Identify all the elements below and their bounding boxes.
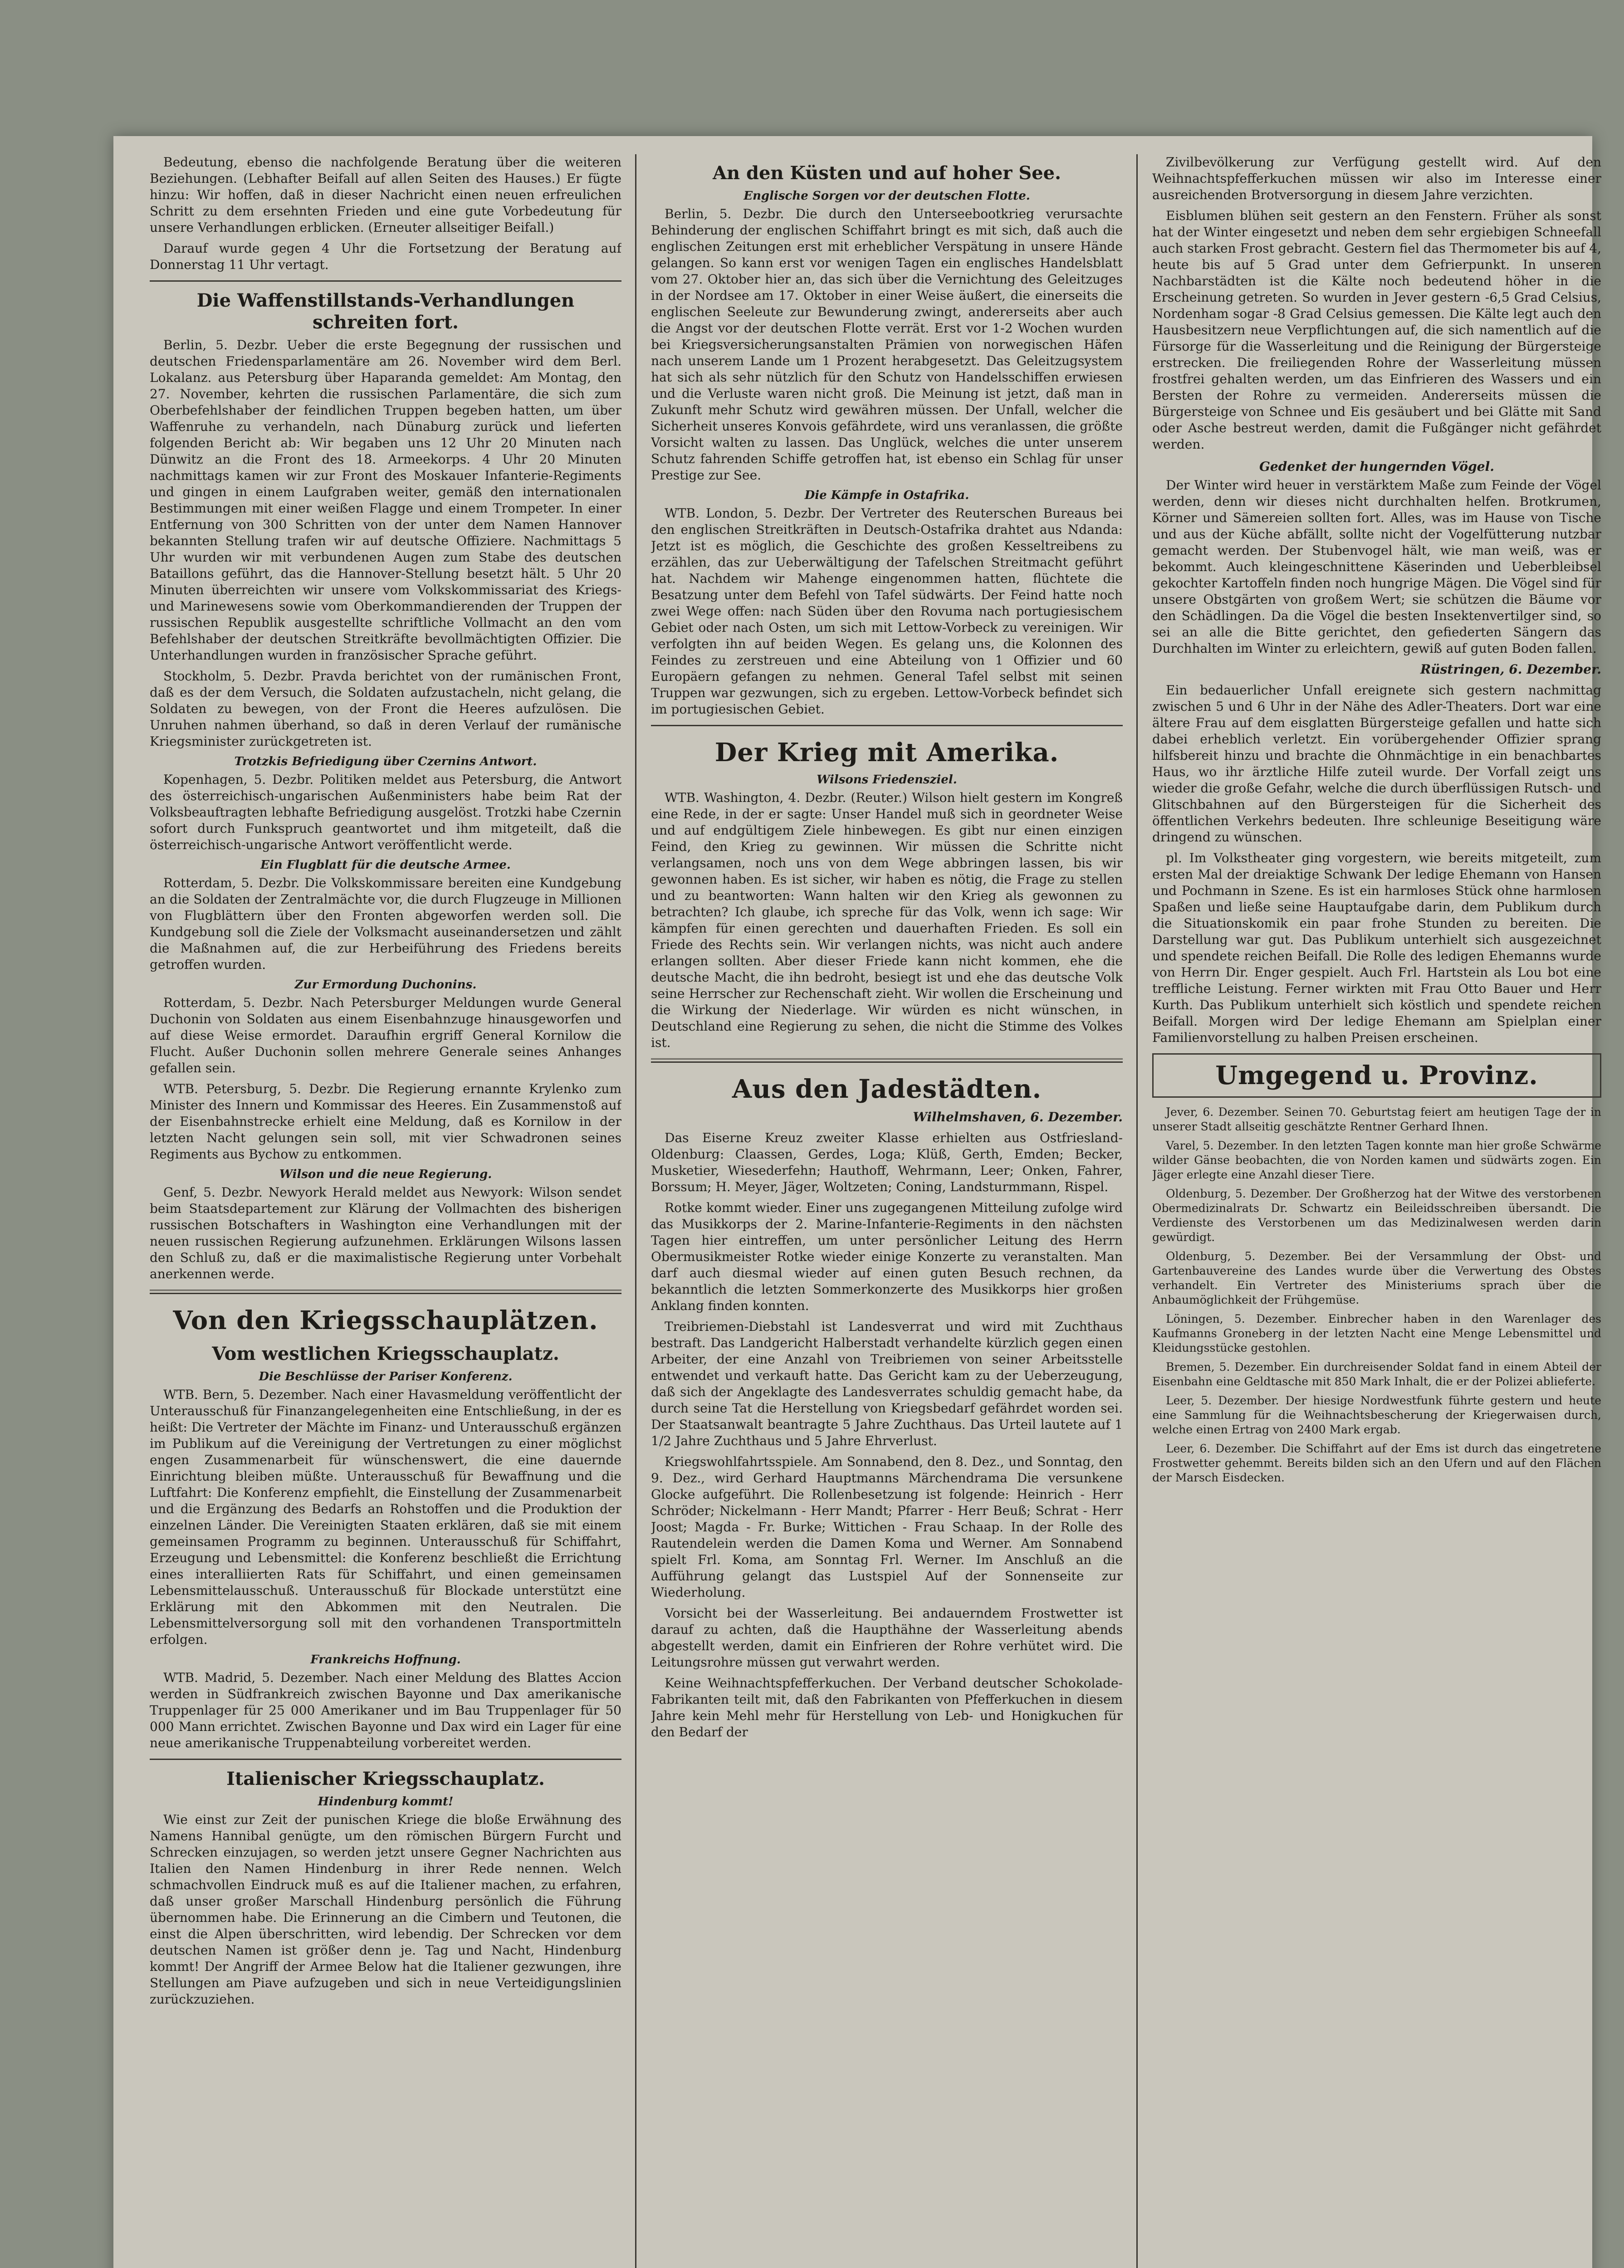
article-paragraph: Leer, 5. Dezember. Der hiesige Nordwestfunk führte gestern und heute eine Sammlung für die Weihnachtsbescherung der Kriegerwaisen durch, welche einen Ertrag von 2400 Mark ergab. bbox=[1152, 1394, 1601, 1436]
subheadline: Frankreichs Hoffnung. bbox=[310, 1653, 461, 1667]
headline: Italienischer Kriegsschauplatz. bbox=[226, 1768, 545, 1789]
article-paragraph: Der Winter wird heuer in verstärktem Maße zum Feinde der Vögel werden, denn wir dieses nicht durchhalten helfen. Brotkrumen, Körner und Sämereien sollten fort. Alles, was im Hause von Tische und aus der Küche abfällt, sollte nicht der Vogelfütterung nutzbar gemacht werden. Der Stubenvogel hält, wie man weiß, was er bekommt. Auch kleingeschnittene Käserinden und Ueberbleibsel gekochter Kartoffeln finden noch hungrige Mägen. Die Vögel sind für unsere Obstgärten von großem Wert; sie schützen die Bäume vor den Schädlingen. Da die Vögel die besten Insektenvertilger sind, so sei an alle die Bitte gerichtet, den gefiederten Sängern das Durchhalten im Winter zu erleichtern, gewiß auf guten Boden fallen. bbox=[1152, 478, 1601, 656]
subheadline: Die Beschlüsse der Pariser Konferenz. bbox=[259, 1370, 513, 1383]
article-paragraph: Oldenburg, 5. Dezember. Bei der Versammlung der Obst- und Gartenbauvereine des Landes wurde über die Verwertung des Obstes verhandelt. Ein Vertreter des Ministeriums sprach über die Anbaumöglichkeit der Frühgemüse. bbox=[1152, 1250, 1601, 1306]
divider bbox=[651, 725, 1123, 726]
regional-news bbox=[1152, 1105, 1601, 1485]
article-paragraph: WTB. London, 5. Dezbr. Der Vertreter des Reuterschen Bureaus bei den englischen Streitkräften in Deutsch-Ostafrika drahtet aus Ndanda: Jetzt ist es möglich, die Geschichte des großen Kesseltreibens zu erzählen, das zur Ueberwältigung der Tafelschen Streitmacht geführt hat. Nachdem wir Mahenge eingenommen hatten, flüchtete die Besatzung unter dem Befehl von Tafel südwärts. Der Feind hatte noch zwei Wege offen: nach Süden über den Rovuma nach portugiesischem Gebiet oder nach Osten, um sich mit Lettow-Vorbeck zu vereinigen. Wir verfolgten ihn auf beiden Wegen. Es gelang uns, die Kolonnen des Feindes zu zerstreuen und eine Abteilung von 1 Offizier und 60 Europäern gefangen zu nehmen. General Tafel selbst mit seinen Truppen war gezwungen, sich zu ergeben. Lettow-Vorbeck befindet sich im portugiesischen Gebiet. bbox=[651, 506, 1123, 717]
article-paragraph: Löningen, 5. Dezember. Einbrecher haben in den Warenlager des Kaufmanns Groneberg in der letzten Nacht eine Menge Lebensmittel und Kleidungsstücke gestohlen. bbox=[1152, 1312, 1601, 1354]
column-rule bbox=[635, 154, 636, 2268]
headline: Vom westlichen Kriegsschauplatz. bbox=[212, 1343, 559, 1364]
subheadline: Trotzkis Befriedigung über Czernins Antwort. bbox=[234, 755, 537, 768]
article-paragraph: Varel, 5. Dezember. In den letzten Tagen konnte man hier große Schwärme wilder Gänse beobachten, die von Norden kamen und südwärts zogen. Ein Jäger erlegte eine Anzahl dieser Tiere. bbox=[1152, 1139, 1601, 1181]
divider bbox=[651, 1058, 1123, 1063]
article-paragraph: Vorsicht bei der Wasserleitung. Bei andauerndem Frostwetter ist darauf zu achten, daß die Haupthähne der Wasserleitung abends abgestellt werden, damit ein Einfrieren der Rohre verhütet wird. Die Leitungsrohre müssen gut verwahrt werden. bbox=[651, 1606, 1123, 1670]
divider bbox=[150, 1759, 621, 1760]
subheadline: Die Kämpfe in Ostafrika. bbox=[804, 489, 969, 502]
divider bbox=[150, 280, 621, 282]
section-box bbox=[1152, 1053, 1601, 1098]
article-paragraph: Bremen, 5. Dezember. Ein durchreisender Soldat fand in einem Abteil der Eisenbahn eine Geldtasche mit 850 Mark Inhalt, die er der Polizei ablieferte. bbox=[1152, 1360, 1601, 1388]
section-headline: Aus den Jadestädten. bbox=[732, 1074, 1042, 1104]
article-paragraph: WTB. Petersburg, 5. Dezbr. Die Regierung ernannte Krylenko zum Minister des Innern und Kommissar des Heeres. Ein Zusammenstoß auf der Eisenbahnstrecke erhielt eine Meldung, daß es Kornilow in der letzten Nacht gelungen sein soll, mit vier Schwadronen seines Regiments aus Bychow zu entkommen. bbox=[150, 1081, 621, 1162]
headline: Die Waffenstillstands-Verhandlungen schreiten fort. bbox=[196, 290, 575, 333]
dateline: Rüstringen, 6. Dezember. bbox=[1420, 662, 1601, 677]
section-headline: Von den Kriegsschauplätzen. bbox=[173, 1305, 598, 1335]
article-paragraph: Stockholm, 5. Dezbr. Pravda berichtet von der rumänischen Front, daß es der dem Versuch, die Soldaten aufzustacheln, nicht gelang, die Soldaten zu bewegen, von der Front die Heeres aufzulösen. Die Unruhen nahmen überhand, so daß in deren Verlauf der rumänische Kriegsminister zurückgetreten ist. bbox=[150, 669, 621, 749]
article-paragraph: Rotterdam, 5. Dezbr. Nach Petersburger Meldungen wurde General Duchonin von Soldaten aus einem Eisenbahnzuge hinausgeworfen und auf diese Weise ermordet. Daraufhin ergriff General Kornilow die Flucht. Außer Duchonin sollen mehrere Generale seines Anhanges gefallen sein. bbox=[150, 995, 621, 1075]
article-paragraph: Ein bedauerlicher Unfall ereignete sich gestern nachmittag zwischen 5 und 6 Uhr in der Nähe des Adler-Theaters. Dort war eine ältere Frau auf dem eisglatten Bürgersteige gefallen und hatte sich dabei erheblich verletzt. Ein vorübergehender Offizier sprang hilfsbereit hinzu und brachte die Ohnmächtige in ein benachbartes Haus, wo ihr ärztliche Hilfe zuteil wurde. Der Vorfall zeigt uns wieder die große Gefahr, welche die durch überflüssigen Rutsch- und Glitschbahnen auf den Bürgersteigen für die Sicherheit des öffentlichen Verkehrs bedeuten. Ihre schleunige Beseitigung wäre dringend zu wünschen. bbox=[1152, 683, 1601, 845]
section-headline: Umgegend u. Provinz. bbox=[1215, 1061, 1538, 1090]
article-paragraph: WTB. Bern, 5. Dezember. Nach einer Havasmeldung veröffentlicht der Unterausschuß für Finanzangelegenheiten eine Entschließung, in der es heißt: Die Vertreter der Mächte im Finanz- und Unterausschuß ergänzen im Publikum auf die Vereinigung der Vertretungen zu einer möglichst engen Zusammenarbeit für wünschenswert, die eine dauernde Einrichtung bleiben müßte. Unterausschuß für Bewaffnung und die Luftfahrt: Die Konferenz empfiehlt, die Einstellung der Zusammenarbeit und die Ergänzung des Bedarfs an Rohstoffen und die Produktion der einzelnen Länder. Die Vereinigten Staaten erklären, daß sie mit einem gemeinsamen Programm zu beginnen. Unterausschuß für Schiffahrt, Erzeugung und Lebensmittel: die Konferenz beschließt die Errichtung eines interalliierten Rats für Schiffahrt, und einen gemeinsamen Lebensmittelausschuß. Unterausschuß für Blockade unterstützt eine Erklärung mit den Abkommen mit den Neutralen. Die Lebensmittelversorgung soll mit den vorhandenen Transportmitteln erfolgen. bbox=[150, 1387, 621, 1647]
article-paragraph: Wie einst zur Zeit der punischen Kriege die bloße Erwähnung des Namens Hannibal genügte, um den römischen Bürgern Furcht und Schrecken einzujagen, so werden jetzt unsere Gegner Nachrichten aus Italien den Namen Hindenburg in ihrer Rede nennen. Welch schmachvollen Eindruck muß es auf die Italiener machen, zu erfahren, daß unser großer Marschall Hindenburg persönlich die Führung übernommen habe. Die Erinnerung an die Cimbern und Teutonen, die einst die Alpen überschritten, wird lebendig. Der Schrecken vor dem deutschen Namen ist größer denn je. Tag und Nacht, Hindenburg kommt! Der Angriff der Armee Below hat die Italiener gezwungen, ihre Stellungen am Piave aufzugeben und sich in neue Verteidigungslinien zurückzuziehen. bbox=[150, 1812, 621, 2007]
column-2 bbox=[651, 154, 1123, 1969]
article-paragraph: Das Eiserne Kreuz zweiter Klasse erhielten aus Ostfriesland-Oldenburg: Claassen, Gerdes, Loga; Klüß, Gerth, Emden; Becker, Musketier, Wiesederfehn; Hauthoff, Wehrmann, Leer; Onken, Fahrer, Borssum; H. Meyer, Jäger, Woltzeten; Coning, Landsturmmann, Rispel. bbox=[651, 1130, 1123, 1194]
article-paragraph: Rotterdam, 5. Dezbr. Die Volkskommissare bereiten eine Kundgebung an die Soldaten der Zentralmächte vor, die durch Flugzeuge in Millionen von Flugblättern über den Fronten abgeworfen werden soll. Die Kundgebung soll die Ziele der Volksmacht auseinandersetzen und zählt die Maßnahmen auf, die zur Herbeiführung des Friedens bereits getroffen wurden. bbox=[150, 875, 621, 972]
column-3 bbox=[1152, 154, 1601, 2268]
article-paragraph: Bedeutung, ebenso die nachfolgende Beratung über die weiteren Beziehungen. (Lebhafter Beifall auf allen Seiten des Hauses.) Er fügte hinzu: Wir hoffen, daß in dieser Nachricht einen neuen erfreulichen Schritt zu dem ersehnten Frieden und eine gute Vorbedeutung für unsere Verhandlungen erblicken. (Erneuter allseitiger Beifall.) bbox=[150, 155, 621, 235]
article-paragraph: Kopenhagen, 5. Dezbr. Politiken meldet aus Petersburg, die Antwort des österreichisch-ungarischen Außenministers habe beim Rat der Volksbeauftragten lebhafte Befriedigung ausgelöst. Trotzki habe Czernin sofort durch Funkspruch geantwortet und ihm mitgeteilt, daß die österreichisch-ungarische Antwort veröffentlicht werde. bbox=[150, 772, 621, 852]
article-paragraph: Leer, 6. Dezember. Die Schiffahrt auf der Ems ist durch das eingetretene Frostwetter gehemmt. Bereits bilden sich an den Ufern und auf den Flächen der Marsch Eisdecken. bbox=[1152, 1442, 1601, 1484]
article-paragraph: Berlin, 5. Dezbr. Die durch den Unterseebootkrieg verursachte Behinderung der englischen Schiffahrt bringt es mit sich, daß auch die englischen Zeitungen erst mit erheblicher Verspätung in unsere Hände gelangen. So kann erst vor wenigen Tagen ein englisches Handelsblatt vom 27. Oktober hier an, das sich über die Vernichtung des Geleitzuges in der Nordsee am 17. Oktober in einer Weise äußert, die einerseits die englischen Seeleute zur Bewunderung zwingt, andererseits aber auch die Angst vor der deutschen Flotte verrät. Erst vor 1-2 Wochen wurden bei Kriegsversicherungsanstalten Prämien von norwegischen Häfen nach unserem Lande um 1 Prozent herabgesetzt. Das Geleitzugsystem hat sich als sehr nützlich für den Schutz von Handelsschiffen erwiesen und die Verluste waren nicht groß. Die Meinung ist jetzt, daß man in Zukunft mehr Schutz wird gewähren müssen. Der Unfall, welcher die Sicherheit unseres Konvois gefährdete, wird uns veranlassen, die größte Vorsicht walten zu lassen. Das Unglück, welches die unter unserem Schutz fahrenden Schiffe getroffen hat, ist ebenso ein Schlag für unser Prestige zur See. bbox=[651, 206, 1123, 483]
section-headline: Der Krieg mit Amerika. bbox=[714, 738, 1059, 767]
article-paragraph: Keine Weihnachtspfefferkuchen. Der Verband deutscher Schokolade-Fabrikanten teilt mit, daß den Fabrikanten von Pfefferkuchen in diesem Jahre kein Mehl mehr für Herstellung von Leb- und Honigkuchen für den Bedarf der bbox=[651, 1676, 1123, 1740]
subheadline: Zur Ermordung Duchonins. bbox=[294, 978, 477, 992]
article-paragraph: Darauf wurde gegen 4 Uhr die Fortsetzung der Beratung auf Donnerstag 11 Uhr vertagt. bbox=[150, 241, 621, 272]
article-paragraph: Berlin, 5. Dezbr. Ueber die erste Begegnung der russischen und deutschen Friedensparlamentäre am 26. November wird dem Berl. Lokalanz. aus Petersburg über Haparanda gemeldet: Am Montag, den 27. November, kehrten die russischen Parlamentäre, die sich zum Oberbefehlshaber der feindlichen Truppen begeben hatten, um über Waffenruhe zu verhandeln, nach Dünaburg zurück und lieferten folgenden Bericht ab: Wir begaben uns 12 Uhr 20 Minuten nach Dünwitz an die Front des 18. Armeekorps. 4 Uhr 20 Minuten nachmittags kamen wir zur Front des Moskauer Infanterie-Regiments und gingen in einem Laufgraben weiter, gemäß den internationalen Bestimmungen mit einer weißen Flagge und einem Trompeter. In einer Entfernung von 300 Schritten von der unter dem Namen Hannover bekannten Stellung trafen wir auf deutsche Offiziere. Nachmittags 5 Uhr wurden wir mit verbundenen Augen zum Stabe des deutschen Bataillons geführt, das die Hannover-Stellung besetzt hält. 5 Uhr 20 Minuten überreichten wir unsere vom Volkskommissariat des Kriegs- und Marinewesens sowie vom Oberkommandierenden der Truppen der russischen Republik ausgestellte schriftliche Vollmacht an den vom Befehlshaber der deutschen Streitkräfte bevollmächtigten Offizier. Die Unterhandlungen wurden in französischer Sprache geführt. bbox=[150, 337, 621, 663]
article-paragraph: pl. Im Volkstheater ging vorgestern, wie bereits mitgeteilt, zum ersten Mal der dreiaktige Schwank Der ledige Ehemann von Hansen und Pochmann in Szene. Es ist ein harmloses Stück ohne harmlosen Spaßen und ließe seine Hauptaufgabe darin, dem Publikum durch die Situationskomik ein paar frohe Stunden zu bereiten. Die Darstellung war gut. Das Publikum unterhielt sich ausgezeichnet und spendete reichen Beifall. Die Rolle des ledigen Ehemanns wurde von Herrn Dir. Enger gespielt. Auch Frl. Hartstein als Lou bot eine treffliche Leistung. Ferner wirkten mit Frau Otto Bauer und Herr Kurth. Das Publikum unterhielt sich köstlich und spendete reichen Beifall. Morgen wird Der ledige Ehemann am Spielplan einer Familienvorstellung zu halben Preisen erscheinen. bbox=[1152, 850, 1601, 1045]
article-paragraph: Jever, 6. Dezember. Seinen 70. Geburtstag feiert am heutigen Tage der in unserer Stadt allseitig geschätzte Rentner Gerhard Ihnen. bbox=[1152, 1105, 1601, 1133]
article-paragraph: Oldenburg, 5. Dezember. Der Großherzog hat der Witwe des verstorbenen Obermedizinalrats Dr. Schwartz ein Beileidsschreiben übersandt. Die Verdienste des Verstorbenen um das Medizinalwesen werden darin gewürdigt. bbox=[1152, 1187, 1601, 1244]
headline: An den Küsten und auf hoher See. bbox=[712, 162, 1061, 184]
article-paragraph: Eisblumen blühen seit gestern an den Fenstern. Früher als sonst hat der Winter eingesetzt und neben dem sehr ergiebigen Schneefall auch starken Frost gebracht. Gestern fiel das Thermometer bis auf 4, heute bis auf 5 Grad unter dem Gefrierpunkt. In unseren Nachbarstädten ist die Kälte noch bedeutend höher in die Erscheinung getreten. So wurden in Jever gestern -6,5 Grad Celsius, Nordenham sogar -8 Grad Celsius gemessen. Die Kälte legt auch den Hausbesitzern neue Verpflichtungen auf, die sich namentlich auf die Fürsorge für die Wasserleitung und die Reinigung der Bürgersteige erstrecken. Die freiliegenden Rohre der Wasserleitung müssen frostfrei gehalten werden, um das Einfrieren des Wassers und ein Bersten der Rohre zu vermeiden. Andererseits müssen die Bürgersteige von Schnee und Eis gesäubert und bei Glätte mit Sand oder Asche bestreut werden, damit die Fußgänger nicht gefährdet werden. bbox=[1152, 208, 1601, 452]
article-paragraph: Zivilbevölkerung zur Verfügung gestellt wird. Auf den Weihnachtspfefferkuchen müssen wir also im Interesse einer ausreichenden Brotversorgung in diesem Jahre verzichten. bbox=[1152, 155, 1601, 202]
subheadline: Wilsons Friedensziel. bbox=[817, 773, 957, 787]
subheadline: Wilson und die neue Regierung. bbox=[279, 1168, 492, 1181]
column-1 bbox=[150, 154, 621, 2268]
subheadline: Englische Sorgen vor der deutschen Flotte. bbox=[744, 189, 1030, 203]
article-paragraph: Genf, 5. Dezbr. Newyork Herald meldet aus Newyork: Wilson sendet beim Staatsdepartement zur Klärung der Vollmachten des bisherigen russischen Botschafters in Washington eine Verhandlungen mit der neuen russischen Regierung aufzunehmen. Erklärungen Wilsons lassen den Schluß zu, daß er die maximalistische Regierung unter Vorbehalt anerkennen werde. bbox=[150, 1185, 621, 1281]
column-rule bbox=[1136, 154, 1138, 2268]
article-paragraph: Rotke kommt wieder. Einer uns zugegangenen Mitteilung zufolge wird das Musikkorps der 2. Marine-Infanterie-Regiments in den nächsten Tagen hier eintreffen, um unter persönlicher Leitung des Herrn Obermusikmeister Rotke wieder einige Konzerte zu veranstalten. Man darf auch diesmal wieder auf einen guten Besuch rechnen, da bekanntlich die letzten Sommerkonzerte des Musikkorps hier großen Anklang finden konnten. bbox=[651, 1200, 1123, 1313]
article-paragraph: Kriegswohlfahrtsspiele. Am Sonnabend, den 8. Dez., und Sonntag, den 9. Dez., wird Gerhard Hauptmanns Märchendrama Die versunkene Glocke aufgeführt. Die Rollenbesetzung ist folgende: Heinrich - Herr Schröder; Nickelmann - Herr Mandt; Pfarrer - Herr Beuß; Schrat - Herr Joost; Magda - Fr. Burke; Wittichen - Frau Schaap. In der Rolle des Rautendelein werden die Damen Koma und Werner. Am Sonnabend spielt Frl. Koma, am Sonntag Frl. Werner. Im Anschluß an die Aufführung gelangt das Lustspiel Auf der Sonnenseite zur Wiederholung. bbox=[651, 1454, 1123, 1600]
dateline: Wilhelmshaven, 6. Dezember. bbox=[913, 1110, 1123, 1124]
subheadline: Ein Flugblatt für die deutsche Armee. bbox=[260, 858, 511, 872]
subheadline: Gedenket der hungernden Vögel. bbox=[1259, 459, 1494, 474]
divider bbox=[150, 1290, 621, 1294]
newspaper-page bbox=[113, 136, 1601, 2268]
article-paragraph: WTB. Washington, 4. Dezbr. (Reuter.) Wilson hielt gestern im Kongreß eine Rede, in der er sagte: Unser Handel muß sich in geordneter Weise und auf endgültigem Ziele hinbewegen. Es gibt nur einen einzigen Feind, den Krieg zu gewinnen. Wir müssen die Schritte nicht verlangsamen, noch uns von dem Wege abbringen lassen, bis wir gewonnen haben. Es ist sicher, wir haben es nötig, die Frage zu stellen und zu beantworten: Wann halten wir den Krieg als gewonnen zu betrachten? Ich glaube, ich spreche für das Volk, wenn ich sage: Wir kämpfen für einen gerechten und dauerhaften Frieden. Es soll ein Friede des Rechts sein. Wir verlangen nichts, was nicht auch andere erlangen sollten. Aber dieser Friede kann nicht kommen, ehe die deutsche Macht, die ihn bedroht, besiegt ist und ehe das deutsche Volk seine Herrscher zur Rechenschaft zieht. Wir wollen die Erscheinung und die Wirkung der Niederlage. Wir würden es nicht wünschen, in Deutschland eine Regierung zu sehen, die nicht die Stimme des Volkes ist. bbox=[651, 790, 1123, 1050]
article-paragraph: Treibriemen-Diebstahl ist Landesverrat und wird mit Zuchthaus bestraft. Das Landgericht Halberstadt verhandelte kürzlich gegen einen Arbeiter, der eine Anzahl von Treibriemen von seiner Arbeitsstelle entwendet und verkauft hatte. Das Gericht kam zu der Ueberzeugung, daß sich der Angeklagte des Landesverrates schuldig gemacht habe, da durch seine Tat die Herstellung von Kriegsbedarf gefährdet worden sei. Der Staatsanwalt beantragte 5 Jahre Zuchthaus. Das Urteil lautete auf 1 1/2 Jahre Zuchthaus und 5 Jahre Ehrverlust. bbox=[651, 1319, 1123, 1448]
article-paragraph: WTB. Madrid, 5. Dezember. Nach einer Meldung des Blattes Accion werden in Südfrankreich zwischen Bayonne und Dax amerikanische Truppenlager für 25 000 Amerikaner und im Bau Truppenlager für 50 000 Mann errichtet. Zwischen Bayonne und Dax wird ein Lager für eine neue amerikanische Truppenabteilung vorbereitet werden. bbox=[150, 1670, 621, 1750]
subheadline: Hindenburg kommt! bbox=[318, 1795, 454, 1809]
